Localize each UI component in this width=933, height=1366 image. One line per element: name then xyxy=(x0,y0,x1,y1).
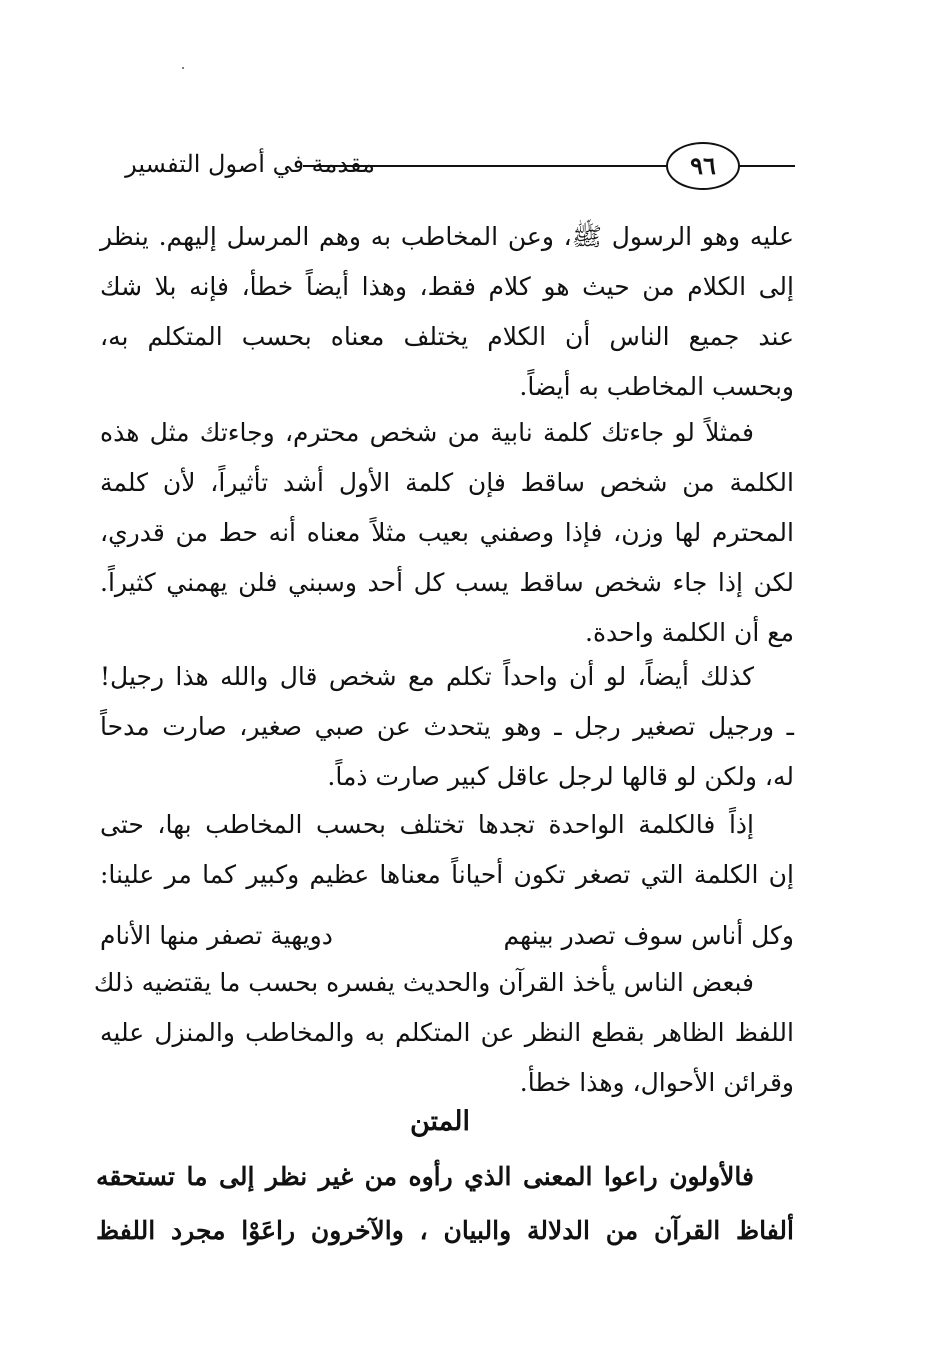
text-line: المحترم لها وزن، فإذا وصفني بعيب مثلاً معناه أنه حط من قدري، xyxy=(100,518,794,547)
text-line: إن الكلمة التي تصغر تكون أحياناً معناها عظيم وكبير كما مر علينا: xyxy=(100,860,794,889)
text-line: وبحسب المخاطب به أيضاً. xyxy=(519,372,794,401)
text-line: وقرائن الأحوال، وهذا خطأ. xyxy=(519,1068,794,1097)
text-line: لكن إذا جاء شخص ساقط يسب كل أحد وسبني فلن يهمني كثيراً. xyxy=(100,568,794,597)
poetry-verse xyxy=(100,912,794,960)
text-line: ـ ورجيل تصغير رجل ـ وهو يتحدث عن صبي صغير، صارت مدحاً xyxy=(100,712,794,741)
page-number: ٩٦ xyxy=(666,142,740,190)
page-header xyxy=(90,136,795,192)
text-line: الكلمة من شخص ساقط فإن كلمة الأول أشد تأثيراً، لأن كلمة xyxy=(100,468,794,497)
verse-second-hemistich: دويهية تصفر منها الأنام xyxy=(100,921,333,950)
text-line: مع أن الكلمة واحدة. xyxy=(585,618,794,647)
header-rule-right xyxy=(738,165,795,167)
verse-first-hemistich: وكل أناس سوف تصدر بينهم xyxy=(503,921,794,950)
text-line: له، ولكن لو قالها لرجل عاقل كبير صارت ذماً. xyxy=(327,762,794,791)
text-line: ألفاظ القرآن من الدلالة والبيان ، والآخرون راعَوْا مجرد اللفظ xyxy=(96,1216,794,1245)
paragraph-4 xyxy=(100,800,794,900)
print-speck xyxy=(182,67,184,69)
text-line: عليه وهو الرسول ﷺ، وعن المخاطب به وهم المرسل إليهم. ينظر xyxy=(100,222,794,251)
text-line: كذلك أيضاً، لو أن واحداً تكلم مع شخص قال والله هذا رجيل! xyxy=(100,662,754,691)
section-heading: المتن xyxy=(409,1106,471,1137)
text-line: عند جميع الناس أن الكلام يختلف معناه بحسب المتكلم به، xyxy=(100,322,794,351)
paragraph-1 xyxy=(100,212,794,412)
text-line: فمثلاً لو جاءتك كلمة نابية من شخص محترم، وجاءتك مثل هذه xyxy=(100,418,754,447)
paragraph-3 xyxy=(100,652,794,802)
running-title: مقدمة في أصول التفسير xyxy=(125,150,375,178)
paragraph-5 xyxy=(93,958,794,1108)
text-line: إلى الكلام من حيث هو كلام فقط، وهذا أيضاً خطأ، فإنه بلا شك xyxy=(100,272,794,301)
matn-text xyxy=(96,1150,794,1258)
text-line: إذاً فالكلمة الواحدة تجدها تختلف بحسب المخاطب بها، حتى xyxy=(100,810,754,839)
text-line: اللفظ الظاهر بقطع النظر عن المتكلم به والمخاطب والمنزل عليه xyxy=(100,1018,794,1047)
text-line: فالأولون راعوا المعنى الذي رأوه من غير نظر إلى ما تستحقه xyxy=(96,1162,754,1191)
text-line: فبعض الناس يأخذ القرآن والحديث يفسره بحسب ما يقتضيه ذلك xyxy=(93,968,754,997)
paragraph-2 xyxy=(100,408,794,658)
